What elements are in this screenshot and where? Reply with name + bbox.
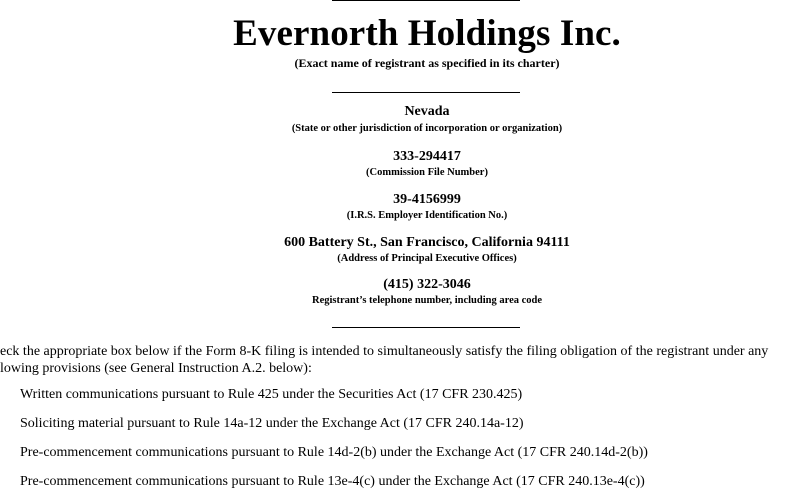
instructions-line-2: lowing provisions (see General Instruction A.2. below): — [0, 361, 312, 376]
divider-after-telephone — [332, 327, 520, 328]
irs-id-caption: (I.R.S. Employer Identification No.) — [346, 210, 508, 221]
address-value: 600 Battery St., San Francisco, California 94111 — [284, 235, 570, 250]
registrant-name: Evernorth Holdings Inc. — [233, 13, 621, 54]
address-caption: (Address of Principal Executive Offices) — [337, 253, 517, 264]
commission-file-value: 333-294417 — [393, 149, 461, 164]
option-rule-14a-12: Soliciting material pursuant to Rule 14a-12 under the Exchange Act (17 CFR 240.14a-12) — [20, 416, 524, 431]
telephone-caption: Registrant’s telephone number, including area code — [311, 295, 543, 306]
divider-after-name — [332, 92, 520, 93]
jurisdiction-value: Nevada — [404, 104, 450, 119]
option-rule-425: Written communications pursuant to Rule 425 under the Securities Act (17 CFR 230.425) — [20, 387, 523, 402]
registrant-name-caption: (Exact name of registrant as specified in its charter) — [294, 56, 560, 70]
instructions-line-1: eck the appropriate box below if the Form 8-K filing is intended to simultaneously satisfy the filing obligation of the registrant under any — [0, 344, 769, 359]
option-rule-13e-4c: Pre-commencement communications pursuant to Rule 13e-4(c) under the Exchange Act (17 CFR 240.13e-4(c)) — [20, 474, 645, 489]
jurisdiction-caption: (State or other jurisdiction of incorporation or organization) — [291, 123, 563, 134]
top-divider — [332, 0, 520, 1]
irs-id-value: 39-4156999 — [393, 192, 461, 207]
telephone-value: (415) 322-3046 — [383, 277, 471, 292]
option-rule-14d-2b: Pre-commencement communications pursuant to Rule 14d-2(b) under the Exchange Act (17 CFR 240.14d-2(b)) — [20, 445, 648, 460]
commission-file-caption: (Commission File Number) — [366, 167, 488, 178]
